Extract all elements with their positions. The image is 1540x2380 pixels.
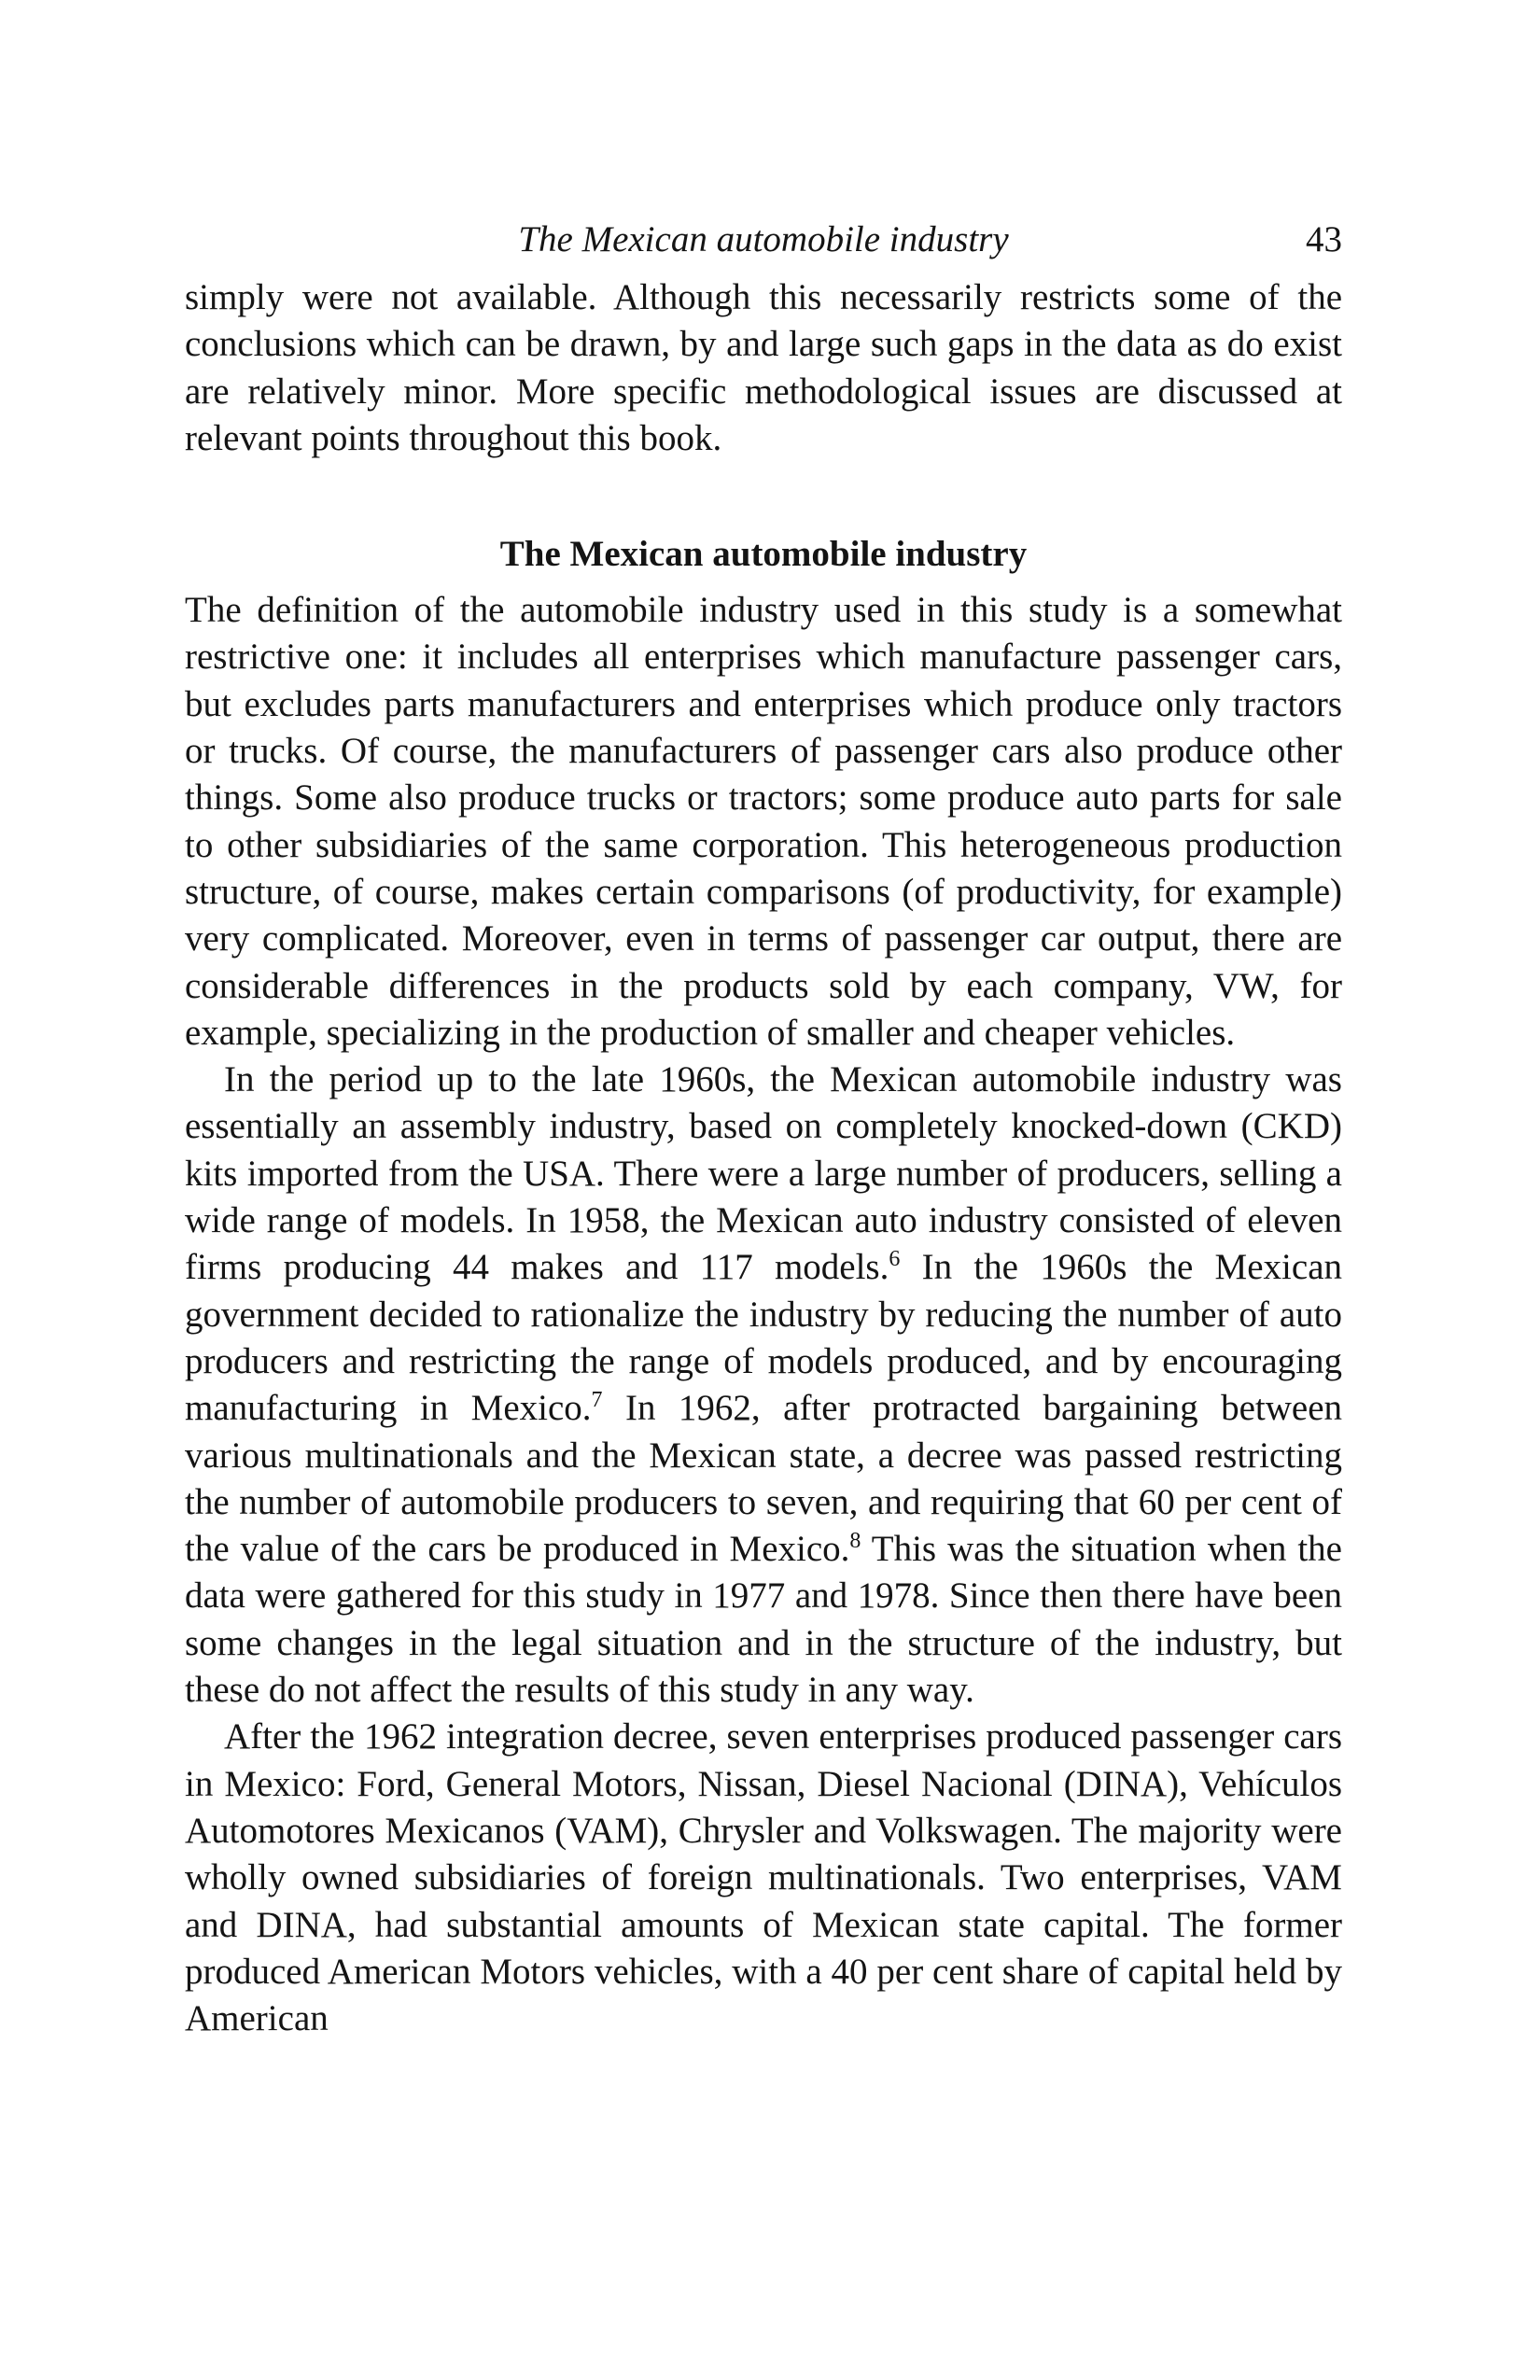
history-text-3: In 1962, after protracted bargaining between various multinationals and the Mexican state, a decree was passed restricting the number of automobile producers to seven, and requiring that 60 per cent of the value of the cars be produced in Mexico.: [185, 1388, 1343, 1570]
section-heading: The Mexican automobile industry: [499, 534, 1028, 575]
footnote-ref-7[interactable]: 7: [591, 1388, 603, 1413]
footnote-ref-8[interactable]: 8: [849, 1529, 861, 1554]
intro-paragraph: simply were not available. Although this necessarily restricts some of the conclusions which can be drawn, by and large such gaps in the data as do exist are relatively minor. More specific methodological issues are discussed at relevant points throughout this book.: [185, 277, 1342, 458]
enterprises-paragraph: After the 1962 integration decree, seven enterprises produced passenger cars in Mexico: Ford, General Motors, Nissan, Diesel Nacional (DINA), Vehículos Automotores Mexicanos (VAM), Chrysler and Volkswagen. The majority were wholly owned subsidiaries of foreign multinationals. Two enterprises, VAM and DINA, had substantial amounts of Mexican state capital. The former produced American Motors vehicles, with a 40 per cent share of capital held by American: [185, 1716, 1342, 2039]
running-header: [185, 213, 1342, 267]
running-title: The Mexican automobile industry: [518, 219, 1009, 259]
history-paragraph: [185, 1057, 1342, 1714]
history-text-2: In the 1960s the Mexican government decided to rationalize the industry by reducing the number of auto producers and restricting the range of models produced, and by encouraging manufacturing in Mexico.: [185, 1247, 1343, 1429]
definition-paragraph: The definition of the automobile industry used in this study is a somewhat restrictive one: it includes all enterprises which manufacture passenger cars, but excludes parts manufacturers and enterprises which produce only tractors or trucks. Of course, the manufacturers of passenger cars also produce other things. Some also produce trucks or tractors; some produce auto parts for sale to other subsidiaries of the same corporation. This heterogeneous production structure, of course, makes certain comparisons (of productivity, for example) very complicated. Moreover, even in terms of passenger car output, there are considerable differences in the products sold by each company, VW, for example, specializing in the production of smaller and cheaper vehicles.: [185, 590, 1342, 1053]
footnote-ref-6[interactable]: 6: [889, 1247, 901, 1272]
history-text-1: In the period up to the late 1960s, the Mexican automobile industry was essentially an assembly industry, based on completely knocked-down (CKD) kits imported from the USA. There were a large number of producers, selling a wide range of models. In 1958, the Mexican auto industry consisted of eleven firms producing 44 makes and 117 models.: [185, 1059, 1342, 1288]
page-number: 43: [1306, 219, 1342, 259]
history-text-4: This was the situation when the data were gathered for this study in 1977 and 1978. Since then there have been some changes in the legal situation and in the structure of the industry, but these do not affect the results of this study in any way.: [185, 1529, 1342, 1711]
book-page: [185, 213, 1342, 2042]
